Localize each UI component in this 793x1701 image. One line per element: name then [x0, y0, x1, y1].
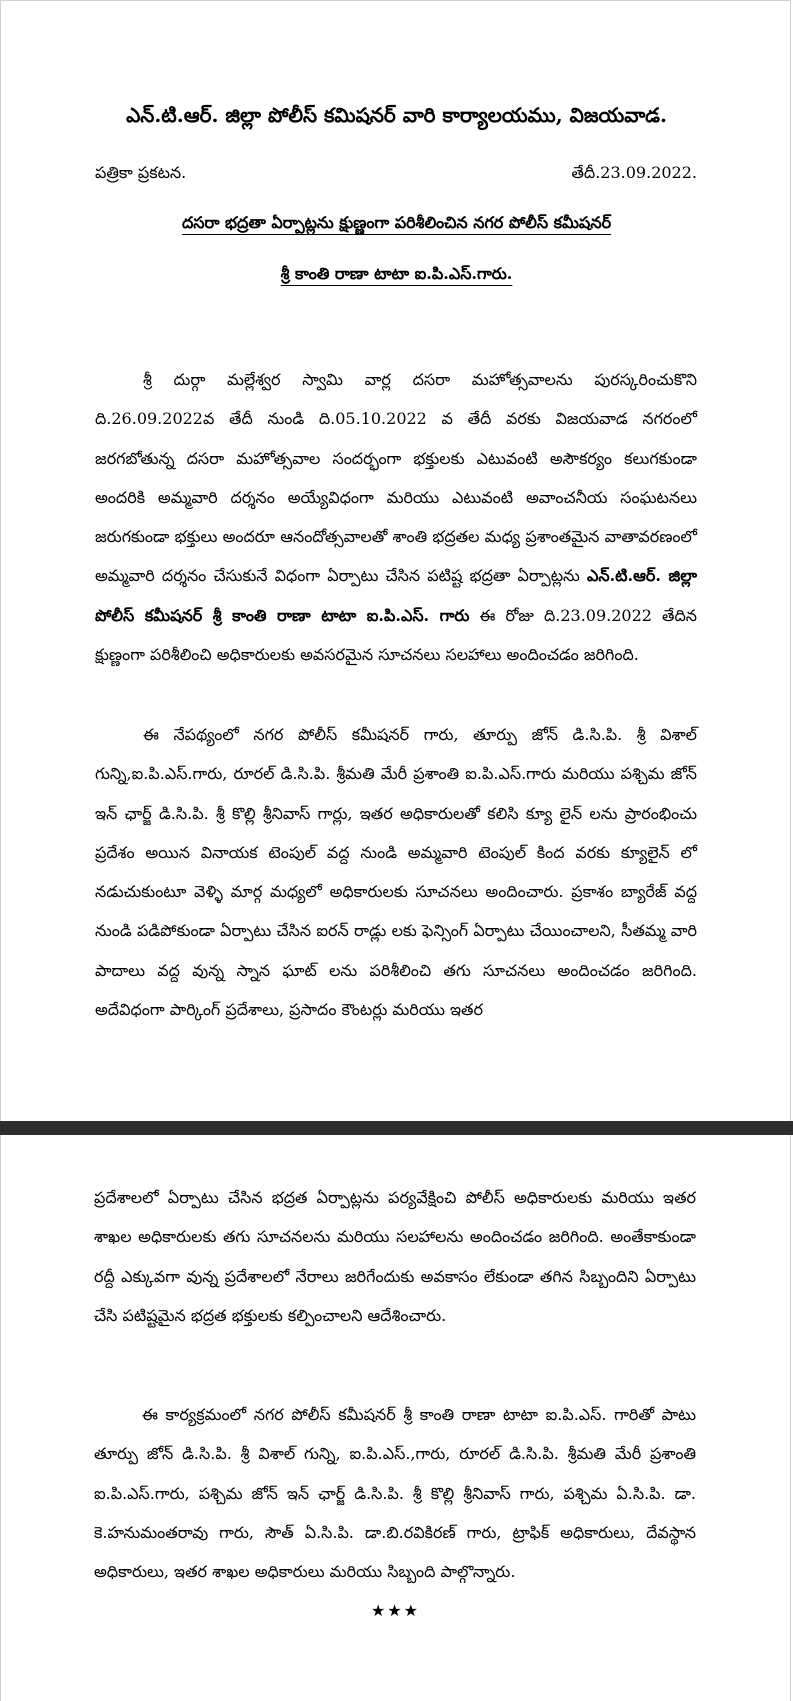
end-stars-icon: ★★★	[370, 1601, 421, 1620]
body-paragraph-1: శ్రీ దుర్గా మల్లేశ్వర స్వామి వార్ల దసరా మహోత్సవాలను పురస్కరించుకొని ది.26.09.2022వ తేదీ నుండి ది.05.10.2022 వ తేదీ వరకు విజయవాడ నగరంలో జరగబోతున్న దసరా మహోత్సవాల సందర్భంగా భక్తులకు ఎటువంటి అసౌకర్యం కలుగకుండా అందరికి అమ్మవారి దర్శనం అయ్యేవిధంగా మరియు ఎటువంటి అవాంచనీయ సంఘటనలు జరుగకుండా భక్తులు అందరూ ఆనందోత్సవాలతో శాంతి భద్రతల మధ్య ప్రశాంతమైన వాతావరణంలో అమ్మవారి దర్శనం చేసుకునే విధంగా ఏర్పాటు చేసిన పటిష్ట భద్రతా ఏర్పాట్లను ఎన్.టి.ఆర్. జిల్లా పోలీస్ కమీషనర్ శ్రీ కాంతి రాణా టాటా ఐ.పి.ఎస్. గారు ఈ రోజు ది.23.09.2022 తేదిన క్షుణ్ణంగా పరిశీలించి అధికారులకు అవసరమైన సూచనలు సలహాలు అందించడం జరిగింది.	[95, 370, 698, 665]
body-paragraph-2: ఈ నేపథ్యంలో నగర పోలీస్ కమీషనర్ గారు, తూర్పు జోన్ డి.సి.పి. శ్రీ విశాల్ గున్ని,ఐ.పి.ఎస్.గారు, రూరల్ డి.సి.పి. శ్రీమతి మేరీ ప్రశాంతి ఐ.పి.ఎస్.గారు మరియు పశ్చిమ జోన్ ఇన్ ఛార్జ్ డి.సి.పి. శ్రీ కొల్లి శ్రీనివాస్ గార్లు, ఇతర అధికారులతో కలిసి క్యూ లైన్ లను ప్రారంభించు ప్రదేశం అయిన వినాయక టెంపుల్ వద్ద నుండి అమ్మవారి టెంపుల్ కింద వరకు క్యూలైన్ లో నడుచుకుంటూ వెళ్ళి మార్గ మధ్యలో అధికారులకు సూచనలు అందించారు. ప్రకాశం బ్యారేజ్ వద్ద నుండి పడిపోకుండా ఏర్పాటు చేసిన ఐరన్ రాడ్లు లకు ఫెన్సింగ్ ఏర్పాటు చేయించాలని, సీతమ్మ వారి పాదాలు వద్ద వున్న స్నాన ఘాట్ లను పరిశీలించి తగు సూచనలు అందించడం జరిగింది. అదేవిధంగా పార్కింగ్ ప్రదేశాలు, ప్రసాదం కౌంటర్లు మరియు ఇతర	[95, 725, 697, 1020]
subject-line-2: శ్రీ కాంతి రాణా టాటా ఐ.పి.ఎస్.గారు.	[280, 264, 513, 283]
press-release-meta	[95, 157, 697, 189]
body-paragraph-4: ఈ కార్యక్రమంలో నగర పోలీస్ కమీషనర్ శ్రీ కాంతి రాణా టాటా ఐ.పి.ఎస్. గారితో పాటు తూర్పు జోన్ డి.సి.పి. శ్రీ విశాల్ గున్ని, ఐ.పి.ఎస్.,గారు, రూరల్ డి.సి.పి. శ్రీమతి మేరీ ప్రశాంతి ఐ.పి.ఎస్.గారు, పశ్చిమ జోన్ ఇన్ ఛార్జ్ డి.సి.పి. శ్రీ కొల్లి శ్రీనివాస్ గారు, పశ్చిమ ఏ.సి.పి. డా. కె.హనుమంతరావు గారు, సౌత్ ఏ.సి.పి. డా.బి.రవికిరణ్ గారు, ట్రాఫిక్ అధికారులు, దేవస్థాన అధికారులు, ఇతర శాఖల అధికారులు మరియు సిబ్బంది పాల్గొన్నారు.	[94, 1405, 696, 1582]
page-separator	[0, 1121, 793, 1135]
press-release-label: పత్రికా ప్రకటన.	[95, 163, 187, 182]
release-date: తేదీ.23.09.2022.	[571, 163, 697, 182]
body-paragraph-3: ప్రదేశాలలో ఏర్పాటు చేసిన భద్రత ఏర్పాట్లను పర్యవేక్షించి పోలీస్ అధికారులకు మరియు ఇతర శాఖల అధికారులకు తగు సూచనలను మరియు సలహాలను అందించడం జరిగింది. అంతేకాకుండా రద్దీ ఎక్కువగా వున్న ప్రదేశాలలో నేరాలు జరిగేందుకు అవకాసం లేకుండా తగిన సిబ్బందిని ఏర్పాటు చేసి పటిష్టమైన భద్రత భక్తులకు కల్పించాలని ఆదేశించారు.	[94, 1188, 696, 1325]
office-heading: ఎన్.టి.ఆర్. జిల్లా పోలీస్ కమిషనర్ వారి కార్యాలయము, విజయవాడ.	[126, 103, 667, 127]
subject-line-1: దసరా భద్రతా ఏర్పాట్లను క్షుణ్ణంగా పరిశీలించిన నగర పోలీస్ కమీషనర్	[181, 213, 612, 232]
commissioner-name-bold: ఎన్.టి.ఆర్. జిల్లా పోలీస్ కమీషనర్ శ్రీ కాంతి రాణా టాటా ఐ.పి.ఎస్. గారు	[95, 566, 697, 625]
